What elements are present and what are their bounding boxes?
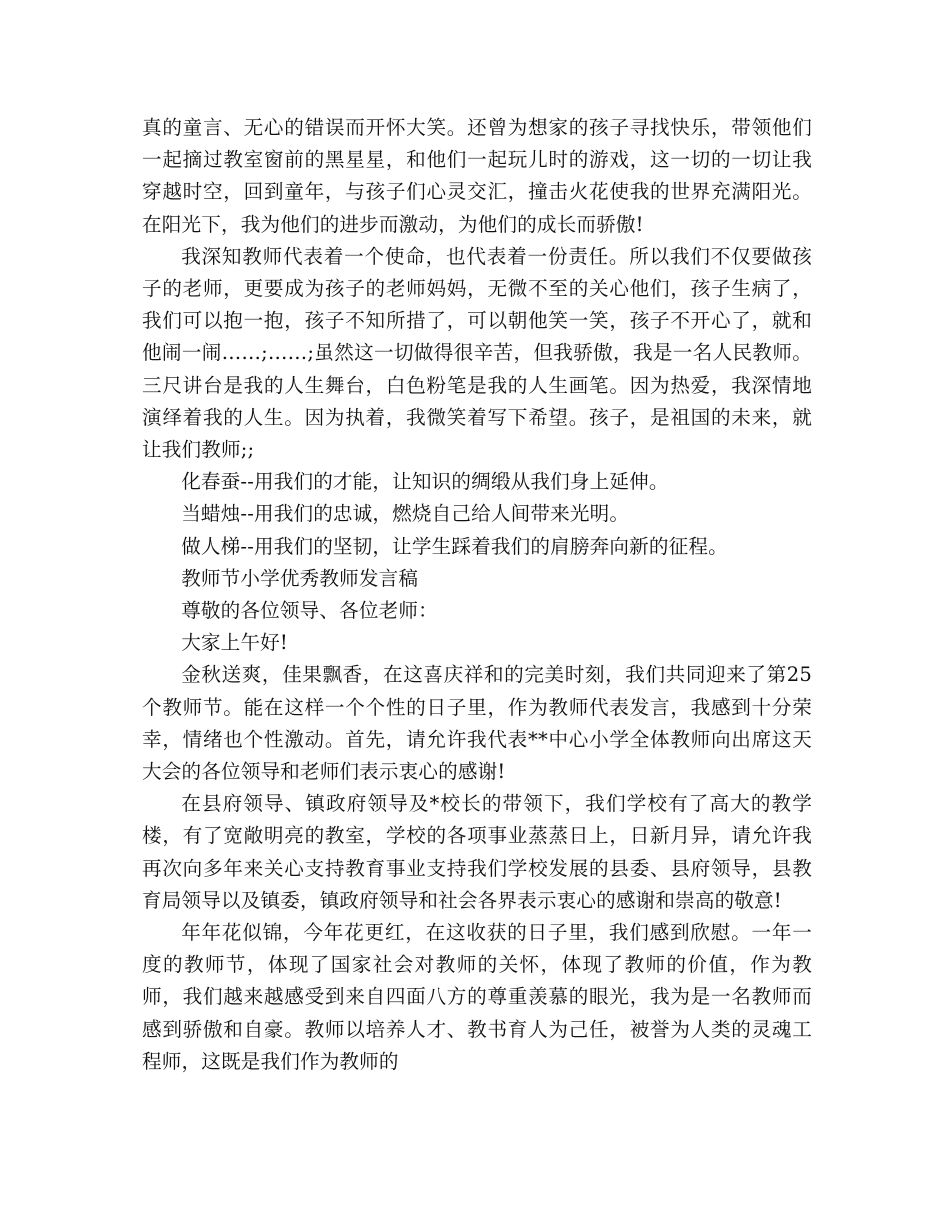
paragraph-9: 金秋送爽，佳果飘香，在这喜庆祥和的完美时刻，我们共同迎来了第25个教师节。能在这样一个个性的日子里，作为教师代表发言，我感到十分荣幸，情绪也个性激动。首先，请允许我代表**中心小学全体教师向出席这天大会的各位领导和老师们表示衷心的感谢! bbox=[142, 663, 812, 784]
paragraph-5: 做人梯--用我们的坚韧，让学生踩着我们的肩膀奔向新的征程。 bbox=[181, 534, 728, 558]
paragraph-11: 年年花似锦，今年花更红，在这收获的日子里，我们感到欣慰。一年一度的教师节，体现了国家社会对教师的关怀，体现了教师的价值，作为教师，我们越来越感受到来自四面八方的尊重羡慕的眼光，我为是一名教师而感到骄傲和自豪。教师以培养人才、教书育人为己任，被誉为人类的灵魂工程师，这既是我们作为教师的 bbox=[142, 921, 812, 1073]
paragraph-3: 化春蚕--用我们的才能，让知识的绸缎从我们身上延伸。 bbox=[181, 470, 669, 494]
document-page bbox=[142, 112, 812, 1192]
paragraph-10: 在县府领导、镇政府领导及*校长的带领下，我们学校有了高大的教学楼，有了宽敞明亮的教室，学校的各项事业蒸蒸日上，日新月异，请允许我再次向多年来关心支持教育事业支持我们学校发展的县委、县府领导，县教育局领导以及镇委，镇政府领导和社会各界表示衷心的感谢和崇高的敬意! bbox=[142, 792, 812, 912]
speech-title: 教师节小学优秀教师发言稿 bbox=[181, 566, 419, 590]
paragraph-1: 真的童言、无心的错误而开怀大笑。还曾为想家的孩子寻找快乐，带领他们一起摘过教室窗前的黑星星，和他们一起玩儿时的游戏，这一切的一切让我穿越时空，回到童年，与孩子们心灵交汇，撞击火花使我的世界充满阳光。在阳光下，我为他们的进步而激动，为他们的成长而骄傲! bbox=[142, 116, 812, 236]
paragraph-4: 当蜡烛--用我们的忠诚，燃烧自己给人间带来光明。 bbox=[181, 502, 630, 526]
paragraph-2: 我深知教师代表着一个使命，也代表着一份责任。所以我们不仅要做孩子的老师，更要成为孩子的老师妈妈，无微不至的关心他们，孩子生病了，我们可以抱一抱，孩子不知所措了，可以朝他笑一笑，孩子不开心了，就和他闹一闹……;……;虽然这一切做得很辛苦，但我骄傲，我是一名人民教师。三尺讲台是我的人生舞台，白色粉笔是我的人生画笔。因为热爱，我深情地演绎着我的人生。因为执着，我微笑着写下希望。孩子，是祖国的未来，就让我们教师;; bbox=[142, 244, 812, 462]
salutation: 尊敬的各位领导、各位老师： bbox=[181, 599, 438, 623]
greeting: 大家上午好! bbox=[181, 631, 288, 655]
